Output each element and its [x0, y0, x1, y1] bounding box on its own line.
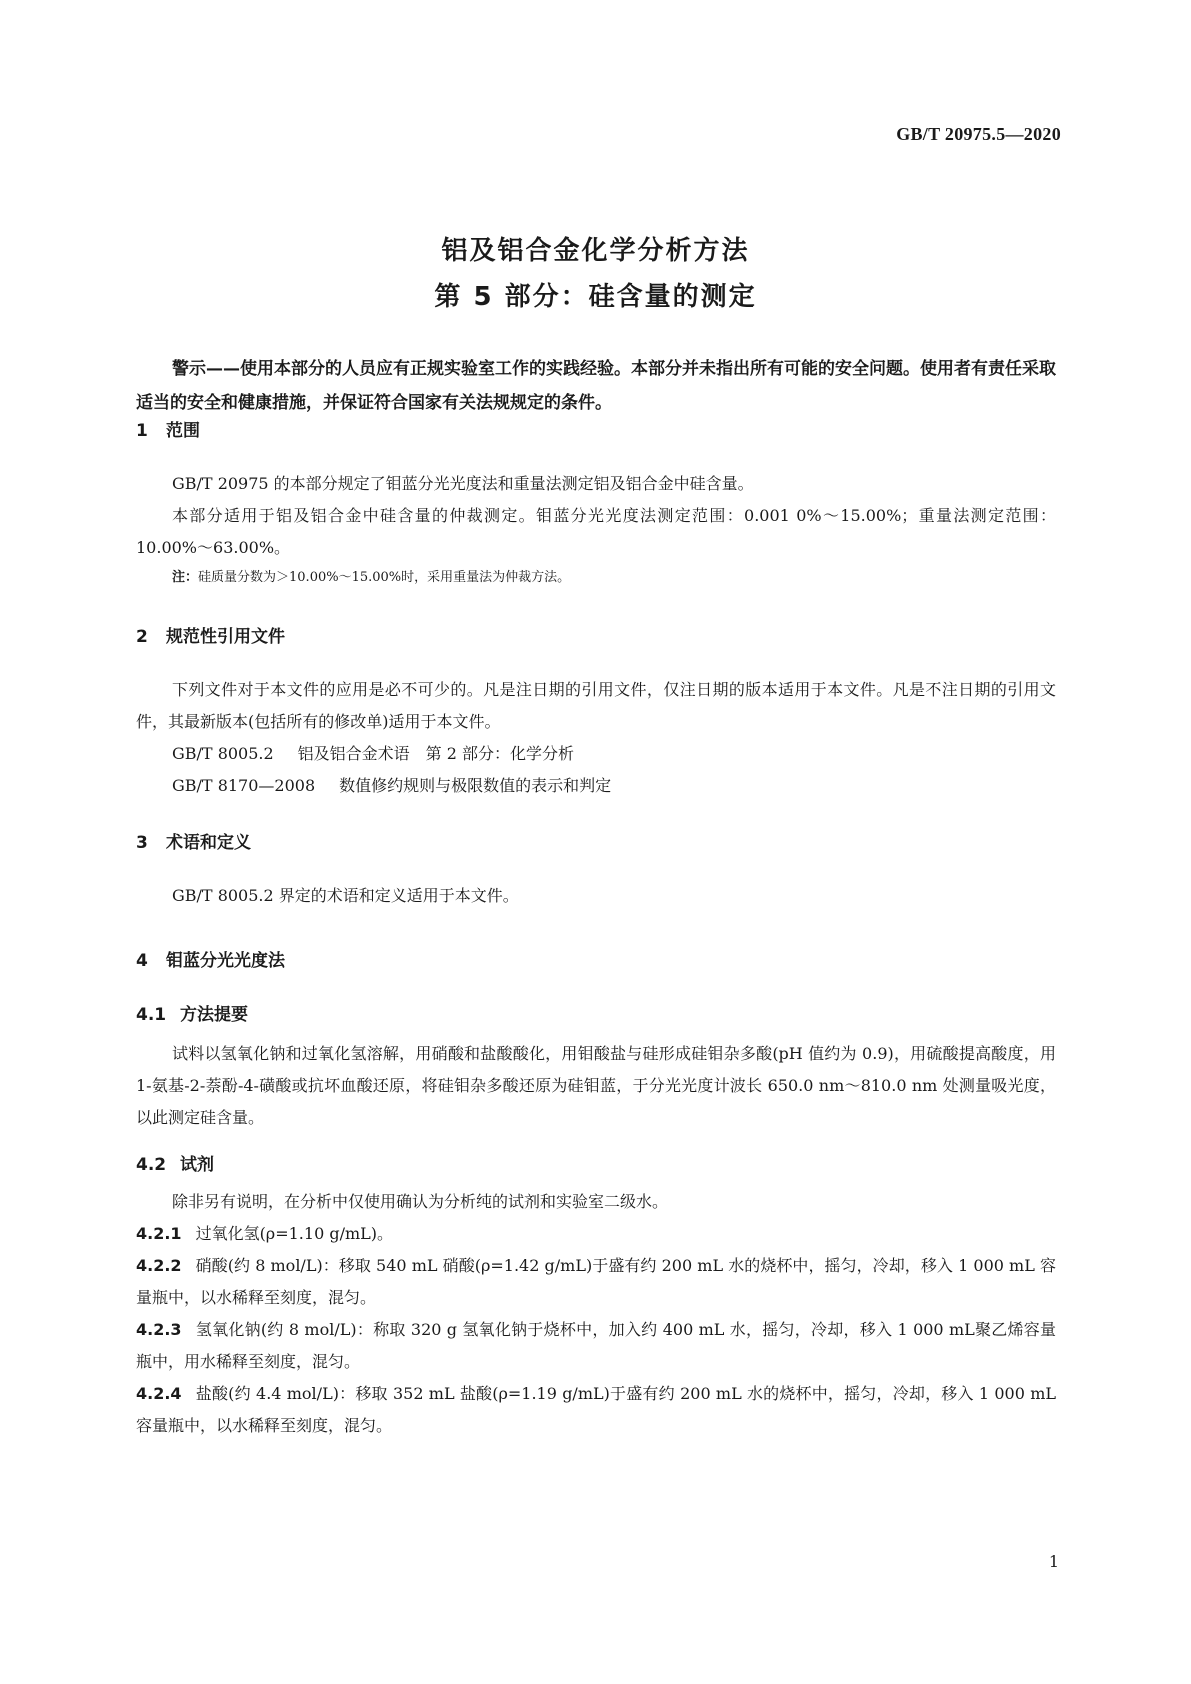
- section-number: 2: [136, 627, 148, 647]
- reference-code: GB/T 8005.2: [172, 744, 274, 763]
- reference-item: [172, 770, 1056, 802]
- section-number: 4.2: [136, 1155, 167, 1175]
- document-title-line1: 铝及铝合金化学分析方法: [441, 236, 750, 266]
- scope-paragraph-2: 本部分适用于铝及铝合金中硅含量的仲裁测定。钼蓝分光光度法测定范围：0.001 0%～15.00%；重量法测定范围：10.00%～63.00%。: [136, 506, 1056, 557]
- section-title: 试剂: [180, 1155, 214, 1175]
- section-number: 4: [136, 951, 148, 971]
- reference-item: [172, 738, 1056, 770]
- section-title: 钼蓝分光光度法: [166, 951, 285, 971]
- standard-number: GB/T 20975.5—2020: [896, 124, 1061, 144]
- reagent-text: 硝酸(约 8 mol/L)：移取 540 mL 硝酸(ρ=1.42 g/mL)于盛有约 200 mL 水的烧杯中，摇匀，冷却，移入 1 000 mL 容量瓶中，以水稀释至刻度，混匀。: [136, 1256, 1056, 1307]
- section-4-2-heading: [136, 1150, 214, 1175]
- reagent-item: [136, 1250, 1056, 1314]
- reference-title: 铝及铝合金术语 第 2 部分：化学分析: [297, 744, 575, 763]
- reagent-number: 4.2.4: [136, 1384, 182, 1403]
- reagent-number: 4.2.1: [136, 1224, 182, 1243]
- reagent-text: 盐酸(约 4.4 mol/L)：移取 352 mL 盐酸(ρ=1.19 g/mL)于盛有约 200 mL 水的烧杯中，摇匀，冷却，移入 1 000 mL 容量瓶中，以水稀释至刻度，混匀。: [136, 1384, 1056, 1435]
- terms-paragraph: GB/T 8005.2 界定的术语和定义适用于本文件。: [172, 886, 519, 905]
- note-label: 注：: [172, 570, 199, 585]
- reagent-text: 过氧化氢(ρ=1.10 g/mL)。: [195, 1224, 394, 1243]
- reagent-item: [136, 1378, 1056, 1442]
- section-title: 规范性引用文件: [166, 627, 285, 647]
- reagent-item: [136, 1314, 1056, 1378]
- page-number: 1: [1048, 1552, 1059, 1571]
- reagents-intro-paragraph: 除非另有说明，在分析中仅使用确认为分析纯的试剂和实验室二级水。: [172, 1192, 669, 1211]
- reference-code: GB/T 8170—2008: [172, 776, 316, 795]
- section-title: 术语和定义: [166, 833, 251, 853]
- reagent-number: 4.2.3: [136, 1320, 182, 1339]
- section-4-1-heading: [136, 1000, 248, 1025]
- scope-paragraph-1: GB/T 20975 的本部分规定了钼蓝分光光度法和重量法测定铝及铝合金中硅含量。: [172, 474, 754, 493]
- section-1-heading: [136, 416, 200, 441]
- section-4-heading: [136, 946, 285, 971]
- reagent-item: [136, 1218, 1056, 1250]
- reference-title: 数值修约规则与极限数值的表示和判定: [339, 776, 612, 795]
- method-summary-paragraph: 试料以氢氧化钠和过氧化氢溶解，用硝酸和盐酸酸化，用钼酸盐与硅形成硅钼杂多酸(pH 值约为 0.9)，用硫酸提高酸度，用 1-氨基-2-萘酚-4-磺酸或抗坏血酸还原，将硅钼杂多酸还原为硅钼蓝，于分光光度计波长 650.0 nm～810.0 nm 处测量吸光度，以此测定硅含量。: [136, 1044, 1056, 1127]
- section-2-heading: [136, 622, 285, 647]
- section-number: 3: [136, 833, 148, 853]
- section-title: 范围: [166, 421, 200, 441]
- document-title-line2: 第 5 部分：硅含量的测定: [434, 282, 757, 312]
- normative-references-paragraph: 下列文件对于本文件的应用是必不可少的。凡是注日期的引用文件，仅注日期的版本适用于本文件。凡是不注日期的引用文件，其最新版本(包括所有的修改单)适用于本文件。: [136, 680, 1056, 731]
- reagent-text: 氢氧化钠(约 8 mol/L)：称取 320 g 氢氧化钠于烧杯中，加入约 400 mL 水，摇匀，冷却，移入 1 000 mL聚乙烯容量瓶中，用水稀释至刻度，混匀。: [136, 1320, 1056, 1371]
- warning-paragraph: 警示——使用本部分的人员应有正规实验室工作的实践经验。本部分并未指出所有可能的安全问题。使用者有责任采取适当的安全和健康措施，并保证符合国家有关法规规定的条件。: [136, 359, 1056, 413]
- note-text: 硅质量分数为＞10.00%～15.00%时，采用重量法为仲裁方法。: [198, 570, 571, 585]
- section-3-heading: [136, 828, 251, 853]
- section-number: 4.1: [136, 1005, 167, 1025]
- scope-note: [172, 566, 570, 585]
- reagent-number: 4.2.2: [136, 1256, 182, 1275]
- section-title: 方法提要: [180, 1005, 248, 1025]
- section-number: 1: [136, 421, 148, 441]
